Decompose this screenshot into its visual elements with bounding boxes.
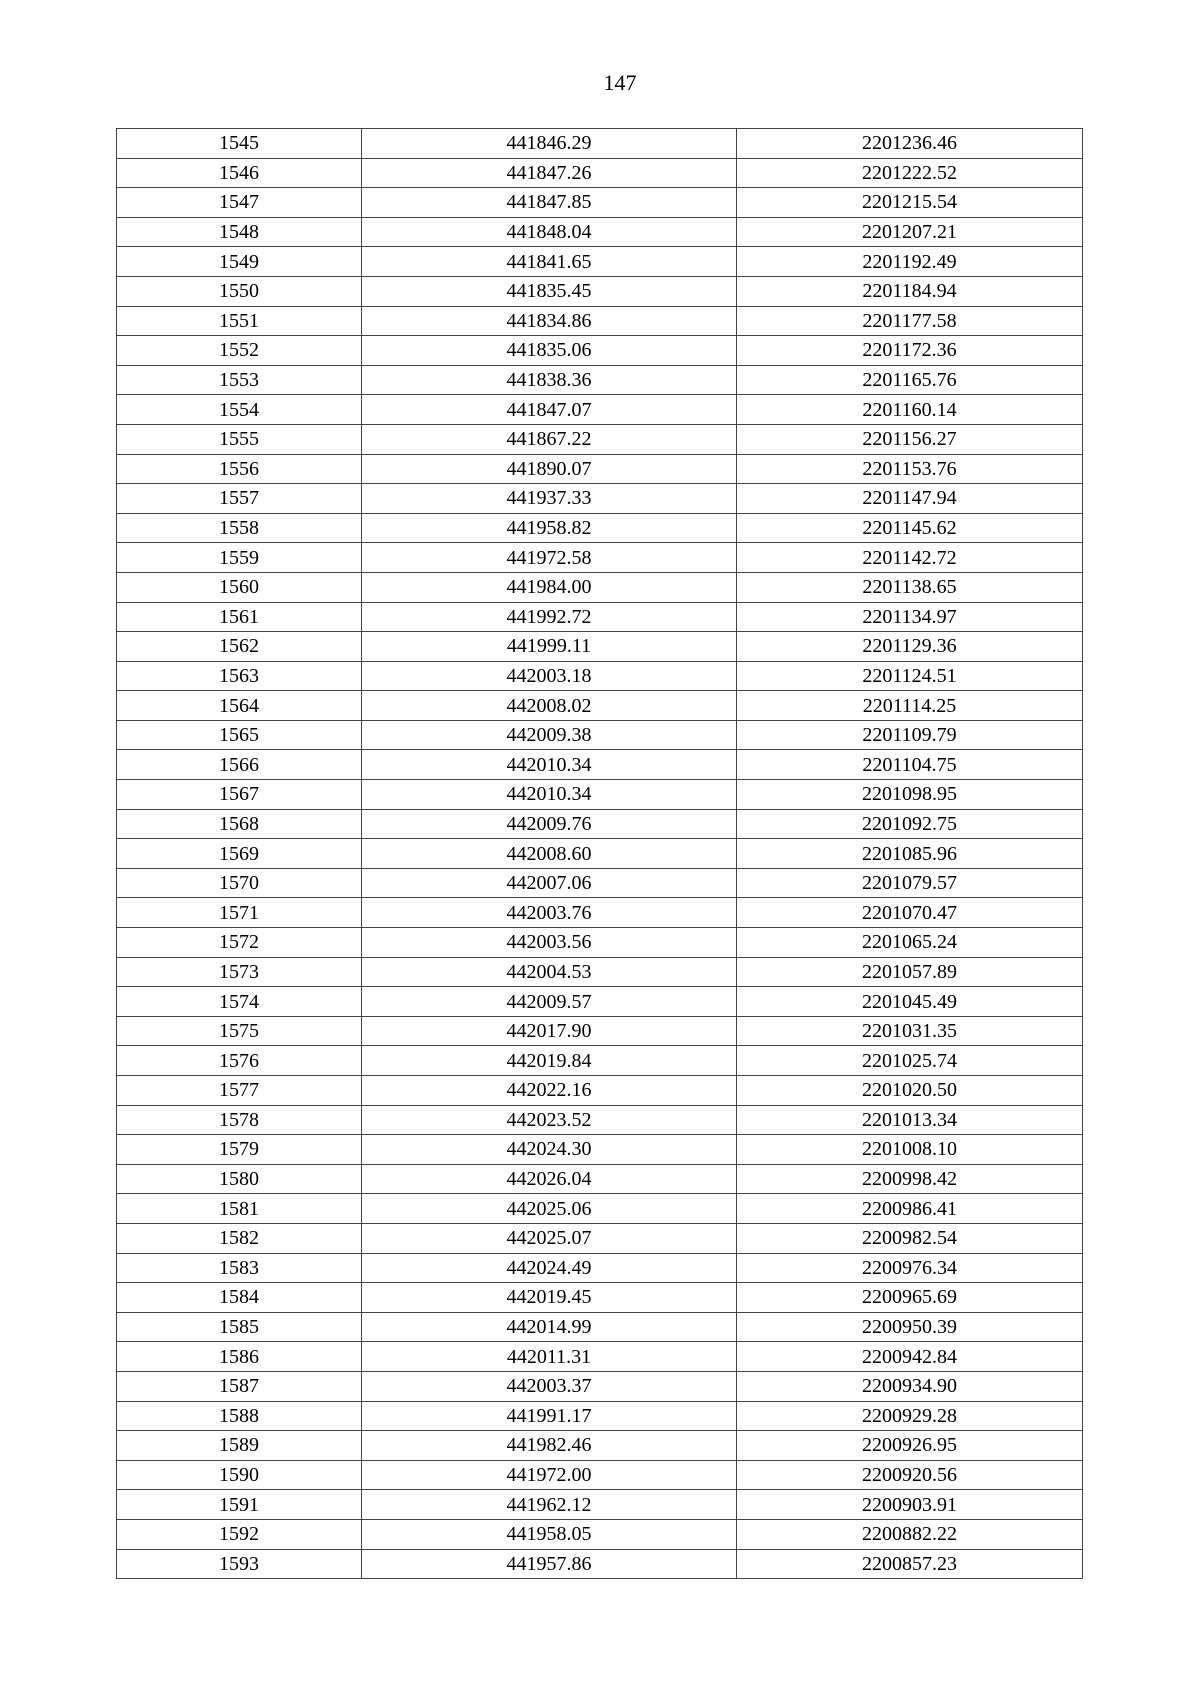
point-number-cell: 1577 (117, 1076, 362, 1106)
y-coordinate-cell: 2201138.65 (737, 572, 1083, 602)
point-number-cell: 1545 (117, 129, 362, 159)
y-coordinate-cell: 2200986.41 (737, 1194, 1083, 1224)
y-coordinate-cell: 2200857.23 (737, 1549, 1083, 1579)
x-coordinate-cell: 442003.18 (362, 661, 737, 691)
y-coordinate-cell: 2201070.47 (737, 898, 1083, 928)
x-coordinate-cell: 441835.45 (362, 276, 737, 306)
table-row (117, 987, 1083, 1017)
point-number-cell: 1588 (117, 1401, 362, 1431)
table-row (117, 632, 1083, 662)
coordinates-table (116, 128, 1083, 1579)
table-row (117, 365, 1083, 395)
table-row (117, 306, 1083, 336)
x-coordinate-cell: 441848.04 (362, 217, 737, 247)
x-coordinate-cell: 442014.99 (362, 1312, 737, 1342)
x-coordinate-cell: 442008.02 (362, 691, 737, 721)
table-row (117, 1342, 1083, 1372)
y-coordinate-cell: 2201079.57 (737, 868, 1083, 898)
table-row (117, 1371, 1083, 1401)
x-coordinate-cell: 441846.29 (362, 129, 737, 159)
point-number-cell: 1551 (117, 306, 362, 336)
y-coordinate-cell: 2201153.76 (737, 454, 1083, 484)
point-number-cell: 1589 (117, 1431, 362, 1461)
table-row (117, 395, 1083, 425)
y-coordinate-cell: 2201025.74 (737, 1046, 1083, 1076)
point-number-cell: 1563 (117, 661, 362, 691)
point-number-cell: 1562 (117, 632, 362, 662)
x-coordinate-cell: 441890.07 (362, 454, 737, 484)
point-number-cell: 1573 (117, 957, 362, 987)
y-coordinate-cell: 2201065.24 (737, 928, 1083, 958)
y-coordinate-cell: 2201142.72 (737, 543, 1083, 573)
table-row (117, 1431, 1083, 1461)
point-number-cell: 1550 (117, 276, 362, 306)
y-coordinate-cell: 2200934.90 (737, 1371, 1083, 1401)
x-coordinate-cell: 441847.07 (362, 395, 737, 425)
point-number-cell: 1546 (117, 158, 362, 188)
y-coordinate-cell: 2201160.14 (737, 395, 1083, 425)
table-row (117, 1164, 1083, 1194)
y-coordinate-cell: 2200950.39 (737, 1312, 1083, 1342)
y-coordinate-cell: 2200920.56 (737, 1460, 1083, 1490)
x-coordinate-cell: 441972.58 (362, 543, 737, 573)
point-number-cell: 1576 (117, 1046, 362, 1076)
point-number-cell: 1580 (117, 1164, 362, 1194)
point-number-cell: 1557 (117, 484, 362, 514)
point-number-cell: 1547 (117, 188, 362, 218)
x-coordinate-cell: 442019.45 (362, 1283, 737, 1313)
table-row (117, 158, 1083, 188)
x-coordinate-cell: 442003.76 (362, 898, 737, 928)
y-coordinate-cell: 2201222.52 (737, 158, 1083, 188)
table-row (117, 1401, 1083, 1431)
x-coordinate-cell: 441992.72 (362, 602, 737, 632)
y-coordinate-cell: 2201184.94 (737, 276, 1083, 306)
point-number-cell: 1567 (117, 780, 362, 810)
point-number-cell: 1591 (117, 1490, 362, 1520)
x-coordinate-cell: 441991.17 (362, 1401, 737, 1431)
table-row (117, 957, 1083, 987)
y-coordinate-cell: 2201207.21 (737, 217, 1083, 247)
x-coordinate-cell: 442010.34 (362, 750, 737, 780)
y-coordinate-cell: 2201156.27 (737, 424, 1083, 454)
y-coordinate-cell: 2201045.49 (737, 987, 1083, 1017)
table-row (117, 484, 1083, 514)
point-number-cell: 1565 (117, 720, 362, 750)
y-coordinate-cell: 2201092.75 (737, 809, 1083, 839)
point-number-cell: 1560 (117, 572, 362, 602)
table-row (117, 750, 1083, 780)
y-coordinate-cell: 2200903.91 (737, 1490, 1083, 1520)
point-number-cell: 1579 (117, 1135, 362, 1165)
point-number-cell: 1583 (117, 1253, 362, 1283)
x-coordinate-cell: 441834.86 (362, 306, 737, 336)
y-coordinate-cell: 2201031.35 (737, 1016, 1083, 1046)
y-coordinate-cell: 2201057.89 (737, 957, 1083, 987)
x-coordinate-cell: 442025.07 (362, 1223, 737, 1253)
y-coordinate-cell: 2201098.95 (737, 780, 1083, 810)
x-coordinate-cell: 442009.38 (362, 720, 737, 750)
y-coordinate-cell: 2200926.95 (737, 1431, 1083, 1461)
table-row (117, 1016, 1083, 1046)
point-number-cell: 1564 (117, 691, 362, 721)
y-coordinate-cell: 2201114.25 (737, 691, 1083, 721)
x-coordinate-cell: 441972.00 (362, 1460, 737, 1490)
x-coordinate-cell: 442024.49 (362, 1253, 737, 1283)
x-coordinate-cell: 441958.82 (362, 513, 737, 543)
table-row (117, 809, 1083, 839)
y-coordinate-cell: 2201085.96 (737, 839, 1083, 869)
x-coordinate-cell: 442010.34 (362, 780, 737, 810)
x-coordinate-cell: 441847.85 (362, 188, 737, 218)
point-number-cell: 1571 (117, 898, 362, 928)
x-coordinate-cell: 441982.46 (362, 1431, 737, 1461)
y-coordinate-cell: 2201236.46 (737, 129, 1083, 159)
point-number-cell: 1574 (117, 987, 362, 1017)
x-coordinate-cell: 442004.53 (362, 957, 737, 987)
table-row (117, 1283, 1083, 1313)
y-coordinate-cell: 2201129.36 (737, 632, 1083, 662)
y-coordinate-cell: 2201192.49 (737, 247, 1083, 277)
point-number-cell: 1559 (117, 543, 362, 573)
table-row (117, 602, 1083, 632)
table-row (117, 188, 1083, 218)
x-coordinate-cell: 441841.65 (362, 247, 737, 277)
x-coordinate-cell: 442022.16 (362, 1076, 737, 1106)
x-coordinate-cell: 441962.12 (362, 1490, 737, 1520)
y-coordinate-cell: 2201020.50 (737, 1076, 1083, 1106)
y-coordinate-cell: 2201008.10 (737, 1135, 1083, 1165)
y-coordinate-cell: 2200982.54 (737, 1223, 1083, 1253)
x-coordinate-cell: 441847.26 (362, 158, 737, 188)
x-coordinate-cell: 441958.05 (362, 1519, 737, 1549)
x-coordinate-cell: 442007.06 (362, 868, 737, 898)
table-row (117, 1223, 1083, 1253)
table-row (117, 336, 1083, 366)
point-number-cell: 1581 (117, 1194, 362, 1224)
y-coordinate-cell: 2200998.42 (737, 1164, 1083, 1194)
x-coordinate-cell: 441984.00 (362, 572, 737, 602)
x-coordinate-cell: 442009.76 (362, 809, 737, 839)
y-coordinate-cell: 2201134.97 (737, 602, 1083, 632)
point-number-cell: 1568 (117, 809, 362, 839)
table-row (117, 1135, 1083, 1165)
table-row (117, 928, 1083, 958)
point-number-cell: 1593 (117, 1549, 362, 1579)
x-coordinate-cell: 442019.84 (362, 1046, 737, 1076)
point-number-cell: 1554 (117, 395, 362, 425)
point-number-cell: 1569 (117, 839, 362, 869)
point-number-cell: 1578 (117, 1105, 362, 1135)
point-number-cell: 1548 (117, 217, 362, 247)
table-row (117, 720, 1083, 750)
table-row (117, 454, 1083, 484)
x-coordinate-cell: 441957.86 (362, 1549, 737, 1579)
table-row (117, 1194, 1083, 1224)
table-row (117, 543, 1083, 573)
y-coordinate-cell: 2201124.51 (737, 661, 1083, 691)
x-coordinate-cell: 441867.22 (362, 424, 737, 454)
table-row (117, 217, 1083, 247)
table-row (117, 1549, 1083, 1579)
y-coordinate-cell: 2201177.58 (737, 306, 1083, 336)
table-row (117, 898, 1083, 928)
y-coordinate-cell: 2201145.62 (737, 513, 1083, 543)
table-row (117, 247, 1083, 277)
point-number-cell: 1575 (117, 1016, 362, 1046)
table-row (117, 1105, 1083, 1135)
point-number-cell: 1552 (117, 336, 362, 366)
table-row (117, 1460, 1083, 1490)
point-number-cell: 1566 (117, 750, 362, 780)
y-coordinate-cell: 2201172.36 (737, 336, 1083, 366)
table-row (117, 1076, 1083, 1106)
y-coordinate-cell: 2200976.34 (737, 1253, 1083, 1283)
table-row (117, 1046, 1083, 1076)
x-coordinate-cell: 442017.90 (362, 1016, 737, 1046)
point-number-cell: 1586 (117, 1342, 362, 1372)
y-coordinate-cell: 2201215.54 (737, 188, 1083, 218)
x-coordinate-cell: 441838.36 (362, 365, 737, 395)
table-row (117, 868, 1083, 898)
point-number-cell: 1587 (117, 1371, 362, 1401)
x-coordinate-cell: 442009.57 (362, 987, 737, 1017)
page-number: 147 (603, 70, 637, 95)
point-number-cell: 1590 (117, 1460, 362, 1490)
table-row (117, 691, 1083, 721)
table-row (117, 839, 1083, 869)
x-coordinate-cell: 442003.37 (362, 1371, 737, 1401)
x-coordinate-cell: 442023.52 (362, 1105, 737, 1135)
y-coordinate-cell: 2200882.22 (737, 1519, 1083, 1549)
point-number-cell: 1584 (117, 1283, 362, 1313)
point-number-cell: 1556 (117, 454, 362, 484)
x-coordinate-cell: 442011.31 (362, 1342, 737, 1372)
table-row (117, 129, 1083, 159)
point-number-cell: 1549 (117, 247, 362, 277)
point-number-cell: 1553 (117, 365, 362, 395)
table-row (117, 780, 1083, 810)
point-number-cell: 1585 (117, 1312, 362, 1342)
y-coordinate-cell: 2201147.94 (737, 484, 1083, 514)
x-coordinate-cell: 442024.30 (362, 1135, 737, 1165)
table-row (117, 276, 1083, 306)
point-number-cell: 1558 (117, 513, 362, 543)
y-coordinate-cell: 2201109.79 (737, 720, 1083, 750)
x-coordinate-cell: 441999.11 (362, 632, 737, 662)
table-row (117, 513, 1083, 543)
table-row (117, 1312, 1083, 1342)
x-coordinate-cell: 441937.33 (362, 484, 737, 514)
point-number-cell: 1561 (117, 602, 362, 632)
point-number-cell: 1572 (117, 928, 362, 958)
point-number-cell: 1582 (117, 1223, 362, 1253)
table-row (117, 1490, 1083, 1520)
y-coordinate-cell: 2201104.75 (737, 750, 1083, 780)
x-coordinate-cell: 441835.06 (362, 336, 737, 366)
table-row (117, 1253, 1083, 1283)
y-coordinate-cell: 2201013.34 (737, 1105, 1083, 1135)
table-row (117, 424, 1083, 454)
table-row (117, 572, 1083, 602)
y-coordinate-cell: 2201165.76 (737, 365, 1083, 395)
point-number-cell: 1570 (117, 868, 362, 898)
point-number-cell: 1555 (117, 424, 362, 454)
table-row (117, 661, 1083, 691)
y-coordinate-cell: 2200965.69 (737, 1283, 1083, 1313)
x-coordinate-cell: 442025.06 (362, 1194, 737, 1224)
x-coordinate-cell: 442026.04 (362, 1164, 737, 1194)
y-coordinate-cell: 2200929.28 (737, 1401, 1083, 1431)
point-number-cell: 1592 (117, 1519, 362, 1549)
x-coordinate-cell: 442008.60 (362, 839, 737, 869)
table-row (117, 1519, 1083, 1549)
x-coordinate-cell: 442003.56 (362, 928, 737, 958)
y-coordinate-cell: 2200942.84 (737, 1342, 1083, 1372)
table-body (117, 129, 1083, 1579)
